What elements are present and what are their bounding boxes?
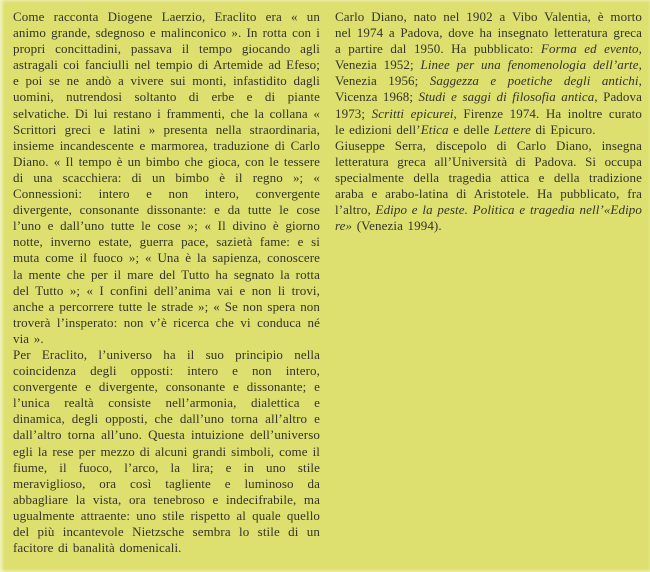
- paragraph: [13, 347, 320, 556]
- italic-text-segment: Scritti epicurei: [371, 105, 454, 121]
- text-segment: Giuseppe Serra, discepolo di Carlo Diano, insegna letteratura greca all’Università di Padova. Si occupa specialmente della tragedia attica e della tradizione araba e arabo-latina di Aristotele. Ha pubblicato, fra l’altro,: [335, 137, 642, 218]
- italic-text-segment: Edipo e la peste. Politica e tragedia nell’«Edipo re»: [335, 202, 642, 234]
- text-segment: (Venezia 1994).: [352, 218, 442, 234]
- text-segment: di Epicuro.: [530, 121, 596, 137]
- italic-text-segment: Saggezza e poetiche degli antichi: [429, 73, 639, 89]
- paragraph: [335, 138, 642, 235]
- text-segment: Come racconta Diogene Laerzio, Eraclito era « un animo grande, sdegnoso e malinconico ». In rotta con i propri concittadini, passava il tempo giocando agli astragali coi fanciulli nel tempio di Artemide ad Efeso; e poi se ne andò a vivere sui monti, infastidito dagli uomini, nutrendosi soltanto di erbe e di piante selvatiche. Di lui restano i frammenti, che la collana « Scrittori greci e latini » presenta nella straordinaria, insieme incandescente e marmorea, traduzione di Carlo Diano. « Il tempo è un bimbo che gioca, con le tessere di una scacchiera: di un bimbo è il regno »; « Connessioni: intero e non intero, convergente divergente, consonante dissonante: e da tutte le cose l’uno e dall’uno tutte le cose »; « Il divino è giorno notte, inverno estate, guerra pace, sazietà fame: e si muta come il fuoco »; « Una è la sapienza, conoscere la mente che per il mare del Tutto ha segnato la rotta del Tutto »; « I confini dell’anima vai e non li trovi, anche a percorrere tutte le strade »; « Se non spera non troverà l’insperato: non v’è ricerca che vi conduca né via ».: [13, 9, 320, 346]
- paragraph: [335, 9, 642, 138]
- italic-text-segment: Forma ed evento: [540, 41, 639, 57]
- text-segment: Per Eraclito, l’universo ha il suo principio nella coincidenza degli opposti: intero e non intero, convergente e divergente, consonante e dissonante; e l’unica realtà consiste nell’armonia, dialettica e dinamica, degli opposti, che dall’uno torna all’altro e dall’altro torna all’uno. Questa intuizione dell’universo egli la rese per mezzo di alcuni grandi simboli, come il fiume, il fuoco, l’arco, la lira; e in uno stile meraviglioso, ora così tagliente e luminoso da abbagliare la vista, ora tenebroso e indecifrabile, ma ugualmente attraente: uno stile rispetto al quale quello del più incantevole Nietzsche sembra lo stile di un facitore di banalità domenicali.: [13, 346, 320, 556]
- italic-text-segment: Lettere: [493, 121, 531, 137]
- italic-text-segment: Studi e saggi di filosofia antica: [418, 89, 595, 105]
- italic-text-segment: Etica: [420, 121, 449, 137]
- text-segment: , Venezia 1956;: [335, 57, 642, 89]
- text-segment: , Venezia 1952;: [335, 41, 643, 73]
- text-segment: , Padova 1973;: [335, 89, 642, 121]
- right-text-column: [335, 9, 642, 572]
- text-segment: Carlo Diano, nato nel 1902 a Vibo Valentia, è morto nel 1974 a Padova, dove ha insegnato letteratura greca a partire dal 1950. Ha pubblicato:: [335, 9, 642, 57]
- paragraph: [13, 9, 320, 347]
- text-segment: , Vicenza 1968;: [335, 73, 642, 105]
- italic-text-segment: Linee per una fenomenologia dell’arte: [420, 57, 639, 73]
- text-segment: e delle: [448, 121, 494, 137]
- left-text-column: [13, 9, 320, 572]
- text-segment: , Firenze 1974. Ha inoltre curato le edizioni dell’: [335, 105, 642, 137]
